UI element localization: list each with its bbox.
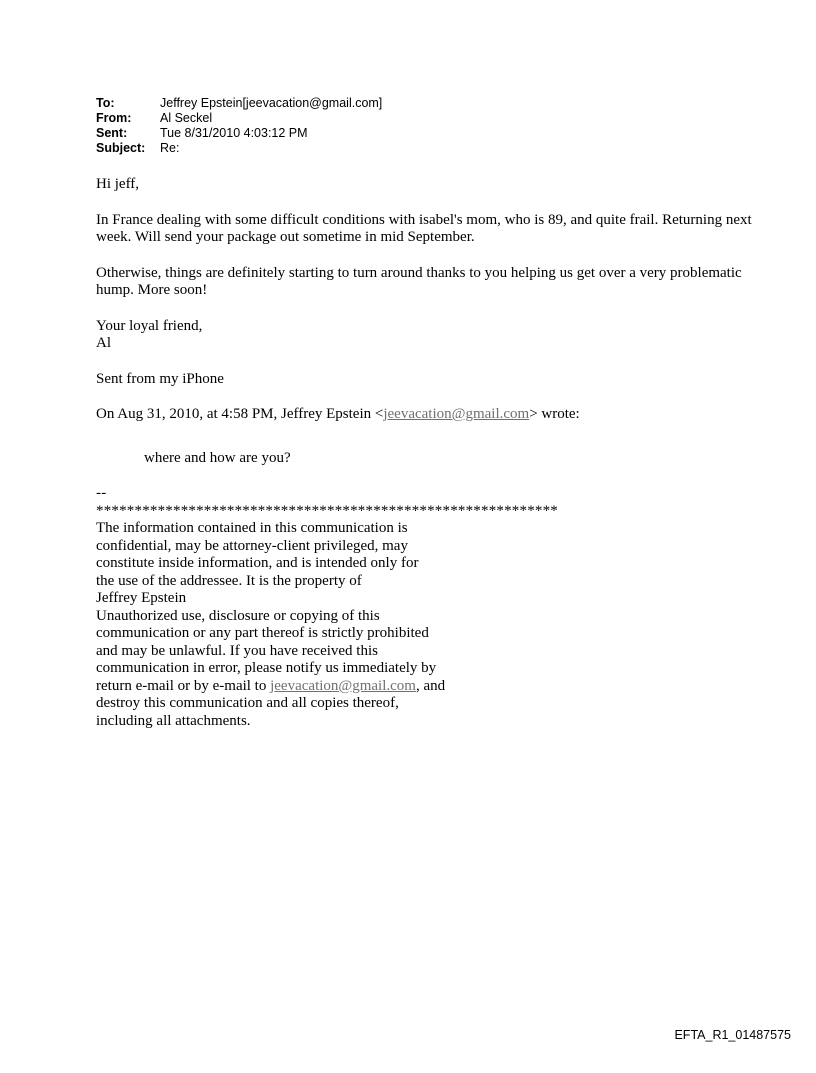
sent-value: Tue 8/31/2010 4:03:12 PM (160, 126, 308, 140)
paragraph-2: Otherwise, things are definitely starting to turn around thanks to you helping us get over a very problematic hump. More soon! (96, 264, 742, 298)
quote-email-link[interactable]: jeevacation@gmail.com (383, 406, 530, 422)
disclaimer (96, 520, 756, 730)
sign-off (96, 318, 756, 353)
to-label: To: (96, 96, 115, 110)
quoted-message: where and how are you? (144, 449, 291, 466)
closing: Your loyal friend, (96, 317, 203, 334)
quote-intro (96, 406, 756, 424)
document-id: EFTA_R1_01487575 (674, 1028, 791, 1042)
sent-label: Sent: (96, 126, 128, 140)
disclaimer-part-1: The information contained in this communication is confidential, may be attorney-client privileged, may constitute inside information, and is intended only for the use of the addressee. It is the property of Jeffrey Epstein Unauthorized use, disclosure or copying of this communication or any part thereof is strictly prohibited and may be unlawful. If you have received this communication in error, please notify us immediately by return e-mail or by e-mail to (96, 520, 437, 694)
separator-stars: ************************************************************ (96, 502, 558, 519)
disclaimer-part-2: , and destroy this communication and all copies thereof, including all attachments. (96, 677, 446, 729)
subject-value: Re: (160, 141, 180, 155)
from-label: From: (96, 111, 132, 125)
signature: Al (96, 335, 111, 351)
to-row (96, 96, 382, 111)
quote-intro-prefix: On Aug 31, 2010, at 4:58 PM, Jeffrey Epstein < (96, 406, 384, 422)
quote-intro-suffix: > wrote: (529, 406, 580, 422)
signature-dashes: -- (96, 485, 107, 501)
sent-row (96, 126, 382, 141)
email-header (96, 96, 382, 156)
sent-from: Sent from my iPhone (96, 370, 224, 387)
from-row (96, 111, 382, 126)
from-value: Al Seckel (160, 111, 213, 125)
paragraph-1: In France dealing with some difficult conditions with isabel's mom, who is 89, and quite frail. Returning next week. Will send your package out sometime in mid September. (96, 211, 752, 245)
to-value: Jeffrey Epstein[jeevacation@gmail.com] (160, 96, 383, 110)
disclaimer-email-link[interactable]: jeevacation@gmail.com (270, 677, 416, 694)
subject-label: Subject: (96, 141, 146, 155)
email-body (96, 176, 756, 730)
subject-row (96, 141, 382, 156)
greeting: Hi jeff, (96, 176, 140, 192)
